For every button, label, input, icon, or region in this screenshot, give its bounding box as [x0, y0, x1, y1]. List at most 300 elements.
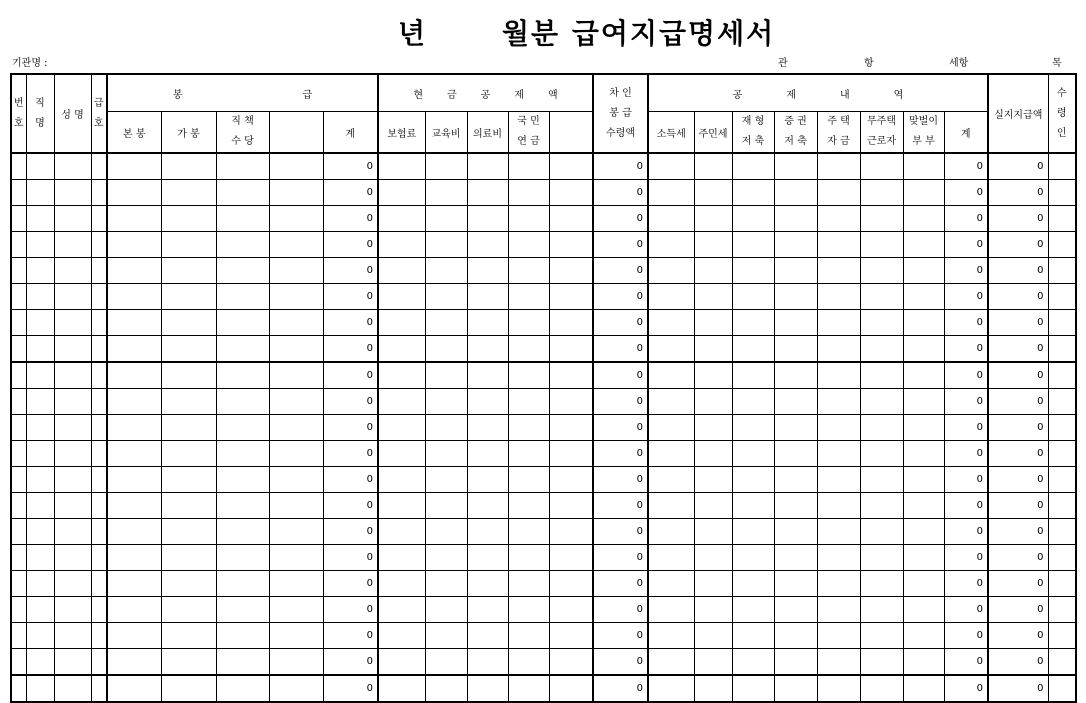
table-cell	[860, 519, 903, 545]
table-cell	[648, 441, 694, 467]
table-cell	[467, 284, 508, 310]
table-cell	[161, 519, 216, 545]
table-cell	[467, 493, 508, 519]
table-cell: 0	[593, 493, 648, 519]
table-cell	[161, 571, 216, 597]
table-cell	[694, 623, 732, 649]
table-cell: 0	[323, 571, 378, 597]
table-cell	[648, 467, 694, 493]
table-cell	[378, 467, 425, 493]
table-cell	[817, 571, 860, 597]
table-cell	[1048, 675, 1076, 702]
table-cell	[107, 232, 161, 258]
table-cell	[378, 310, 425, 336]
table-cell	[11, 493, 26, 519]
table-cell	[161, 258, 216, 284]
table-cell	[11, 597, 26, 623]
table-cell: 0	[323, 519, 378, 545]
table-cell: 0	[944, 153, 988, 180]
table-cell	[11, 389, 26, 415]
table-cell	[732, 441, 774, 467]
table-cell	[817, 389, 860, 415]
table-cell	[732, 415, 774, 441]
table-cell	[54, 310, 91, 336]
table-cell	[508, 362, 549, 389]
table-cell: 0	[944, 545, 988, 571]
table-row	[11, 441, 1076, 467]
table-cell	[508, 310, 549, 336]
table-cell	[467, 519, 508, 545]
table-cell	[508, 284, 549, 310]
table-cell	[860, 362, 903, 389]
table-cell: 0	[988, 258, 1048, 284]
table-cell	[26, 519, 54, 545]
header-silji: 실지지급액	[988, 74, 1048, 153]
table-cell	[508, 467, 549, 493]
table-cell	[732, 310, 774, 336]
table-cell	[467, 153, 508, 180]
table-cell	[774, 675, 817, 702]
table-cell	[508, 153, 549, 180]
table-cell	[91, 545, 107, 571]
table-row	[11, 545, 1076, 571]
table-cell	[694, 493, 732, 519]
table-cell	[161, 545, 216, 571]
table-cell	[549, 258, 593, 284]
table-cell	[269, 623, 323, 649]
table-cell	[1048, 153, 1076, 180]
table-cell	[732, 519, 774, 545]
table-cell	[903, 362, 944, 389]
table-cell: 0	[323, 232, 378, 258]
table-cell	[467, 232, 508, 258]
table-cell	[378, 623, 425, 649]
table-cell	[508, 180, 549, 206]
table-cell	[860, 310, 903, 336]
table-cell	[648, 415, 694, 441]
table-cell: 0	[944, 258, 988, 284]
table-cell: 0	[944, 519, 988, 545]
table-cell	[107, 441, 161, 467]
table-cell	[508, 336, 549, 363]
table-cell	[11, 258, 26, 284]
table-cell	[467, 467, 508, 493]
table-row	[11, 467, 1076, 493]
header-bonbong: 본 봉	[107, 112, 161, 154]
table-cell: 0	[944, 467, 988, 493]
table-cell	[732, 362, 774, 389]
table-cell	[694, 415, 732, 441]
table-cell	[903, 571, 944, 597]
table-cell	[1048, 441, 1076, 467]
table-cell	[774, 467, 817, 493]
table-cell: 0	[323, 441, 378, 467]
table-cell	[378, 675, 425, 702]
table-cell: 0	[988, 467, 1048, 493]
table-row	[11, 362, 1076, 389]
table-cell	[26, 284, 54, 310]
table-cell	[425, 389, 467, 415]
table-cell	[774, 571, 817, 597]
table-cell: 0	[593, 623, 648, 649]
table-cell	[1048, 310, 1076, 336]
table-cell	[11, 467, 26, 493]
table-cell	[817, 258, 860, 284]
table-cell	[817, 232, 860, 258]
table-cell	[378, 180, 425, 206]
table-cell	[378, 232, 425, 258]
table-cell	[26, 493, 54, 519]
header-suryeongin: 수 령 인	[1048, 74, 1076, 153]
table-cell	[694, 258, 732, 284]
table-cell	[216, 232, 269, 258]
table-row	[11, 415, 1076, 441]
table-cell	[161, 362, 216, 389]
table-cell	[508, 441, 549, 467]
table-cell: 0	[988, 310, 1048, 336]
mok-label: 목	[1052, 58, 1062, 69]
header-jikmyeong: 직 명	[26, 74, 54, 153]
table-cell	[216, 545, 269, 571]
table-cell	[161, 493, 216, 519]
table-cell	[11, 415, 26, 441]
table-cell	[26, 675, 54, 702]
table-cell: 0	[988, 389, 1048, 415]
table-cell: 0	[944, 415, 988, 441]
table-cell	[903, 597, 944, 623]
table-cell	[817, 415, 860, 441]
table-cell	[216, 258, 269, 284]
table-cell	[26, 258, 54, 284]
table-cell	[26, 415, 54, 441]
table-cell	[107, 493, 161, 519]
table-cell	[732, 493, 774, 519]
table-cell	[774, 258, 817, 284]
header-hyeongeum-blank	[549, 112, 593, 154]
table-cell	[467, 336, 508, 363]
table-cell	[425, 675, 467, 702]
table-cell	[694, 545, 732, 571]
table-cell	[1048, 571, 1076, 597]
table-cell	[732, 232, 774, 258]
table-cell	[161, 649, 216, 676]
table-cell	[161, 597, 216, 623]
table-cell: 0	[593, 597, 648, 623]
table-cell	[107, 545, 161, 571]
table-cell	[903, 336, 944, 363]
table-cell	[549, 571, 593, 597]
table-cell	[903, 623, 944, 649]
table-cell	[54, 258, 91, 284]
table-cell	[161, 336, 216, 363]
table-cell	[694, 389, 732, 415]
table-cell	[54, 153, 91, 180]
table-cell	[508, 675, 549, 702]
table-cell: 0	[988, 336, 1048, 363]
table-cell	[54, 467, 91, 493]
table-cell	[903, 441, 944, 467]
table-cell	[774, 310, 817, 336]
table-cell	[860, 649, 903, 676]
table-cell	[694, 519, 732, 545]
table-cell	[91, 232, 107, 258]
table-cell: 0	[988, 180, 1048, 206]
table-cell	[91, 519, 107, 545]
table-cell: 0	[944, 597, 988, 623]
table-cell	[732, 545, 774, 571]
header-jutaek: 주 택 자 금	[817, 112, 860, 154]
table-cell	[91, 180, 107, 206]
table-cell: 0	[593, 206, 648, 232]
table-cell	[378, 206, 425, 232]
table-row	[11, 493, 1076, 519]
table-cell	[903, 206, 944, 232]
table-cell: 0	[988, 623, 1048, 649]
table-cell	[216, 493, 269, 519]
table-cell	[549, 415, 593, 441]
table-cell	[817, 180, 860, 206]
table-cell: 0	[323, 180, 378, 206]
table-cell	[1048, 545, 1076, 571]
table-cell	[425, 206, 467, 232]
table-cell	[549, 623, 593, 649]
table-cell	[425, 493, 467, 519]
table-cell	[648, 310, 694, 336]
table-cell: 0	[944, 232, 988, 258]
table-cell	[1048, 493, 1076, 519]
table-cell: 0	[593, 389, 648, 415]
table-cell	[817, 284, 860, 310]
table-cell	[860, 284, 903, 310]
table-cell	[54, 545, 91, 571]
table-cell	[216, 180, 269, 206]
table-row	[11, 232, 1076, 258]
table-cell	[549, 362, 593, 389]
table-cell	[216, 284, 269, 310]
table-cell	[26, 389, 54, 415]
table-cell	[161, 623, 216, 649]
table-cell	[549, 675, 593, 702]
table-cell	[549, 519, 593, 545]
table-cell	[1048, 519, 1076, 545]
table-cell	[54, 284, 91, 310]
table-cell	[817, 623, 860, 649]
table-cell	[467, 597, 508, 623]
table-cell	[378, 389, 425, 415]
table-cell	[774, 623, 817, 649]
table-cell	[161, 284, 216, 310]
table-cell	[54, 180, 91, 206]
table-cell: 0	[988, 441, 1048, 467]
table-cell	[107, 180, 161, 206]
table-cell	[425, 623, 467, 649]
table-cell	[467, 362, 508, 389]
table-cell: 0	[944, 571, 988, 597]
table-cell	[54, 389, 91, 415]
header-bohumryo: 보험료	[378, 112, 425, 154]
table-cell	[425, 519, 467, 545]
table-cell	[425, 415, 467, 441]
table-cell	[860, 389, 903, 415]
table-cell	[774, 232, 817, 258]
table-cell	[1048, 258, 1076, 284]
table-cell	[269, 284, 323, 310]
table-cell	[91, 623, 107, 649]
table-cell	[648, 180, 694, 206]
table-cell	[26, 310, 54, 336]
table-cell	[91, 571, 107, 597]
table-cell	[774, 545, 817, 571]
table-cell	[508, 258, 549, 284]
table-cell	[694, 597, 732, 623]
table-cell	[549, 310, 593, 336]
table-cell	[216, 571, 269, 597]
table-cell	[91, 153, 107, 180]
table-cell: 0	[323, 284, 378, 310]
table-cell	[860, 180, 903, 206]
table-cell	[54, 441, 91, 467]
table-cell	[648, 258, 694, 284]
table-cell	[648, 571, 694, 597]
table-cell	[648, 389, 694, 415]
table-cell	[903, 284, 944, 310]
table-cell	[774, 415, 817, 441]
table-cell	[903, 415, 944, 441]
table-cell	[107, 571, 161, 597]
table-cell	[467, 310, 508, 336]
table-cell	[694, 362, 732, 389]
table-cell	[1048, 623, 1076, 649]
header-gongje-gye: 계	[944, 112, 988, 154]
table-cell	[26, 623, 54, 649]
table-cell	[467, 571, 508, 597]
table-cell	[648, 675, 694, 702]
table-cell	[378, 258, 425, 284]
table-cell	[732, 258, 774, 284]
table-cell: 0	[944, 180, 988, 206]
table-cell	[467, 545, 508, 571]
table-cell	[91, 362, 107, 389]
table-cell	[694, 467, 732, 493]
table-cell	[11, 206, 26, 232]
table-cell	[425, 180, 467, 206]
table-cell: 0	[988, 206, 1048, 232]
table-cell	[269, 206, 323, 232]
table-cell	[860, 545, 903, 571]
table-cell	[107, 284, 161, 310]
table-cell	[508, 519, 549, 545]
table-cell	[648, 232, 694, 258]
table-cell: 0	[944, 675, 988, 702]
table-cell	[91, 258, 107, 284]
table-cell	[54, 493, 91, 519]
table-cell	[1048, 389, 1076, 415]
table-cell	[107, 336, 161, 363]
table-cell	[732, 649, 774, 676]
table-cell	[269, 336, 323, 363]
table-cell	[732, 623, 774, 649]
table-cell	[269, 649, 323, 676]
header-bonggeup: 봉 급	[107, 74, 378, 112]
table-cell	[26, 362, 54, 389]
table-cell	[107, 362, 161, 389]
table-cell	[732, 206, 774, 232]
table-cell	[774, 284, 817, 310]
table-cell: 0	[323, 389, 378, 415]
table-cell	[1048, 206, 1076, 232]
table-cell	[467, 258, 508, 284]
table-cell	[26, 180, 54, 206]
table-cell	[732, 336, 774, 363]
sehang-label: 세항	[949, 58, 969, 69]
table-cell	[549, 649, 593, 676]
table-cell	[732, 153, 774, 180]
table-cell	[508, 571, 549, 597]
table-cell	[467, 415, 508, 441]
table-cell	[774, 597, 817, 623]
table-cell	[425, 336, 467, 363]
table-cell	[732, 675, 774, 702]
table-cell	[549, 284, 593, 310]
table-cell: 0	[323, 467, 378, 493]
table-cell	[508, 597, 549, 623]
table-cell	[269, 415, 323, 441]
table-cell	[774, 336, 817, 363]
table-cell	[11, 336, 26, 363]
table-cell	[11, 675, 26, 702]
table-row	[11, 284, 1076, 310]
table-cell	[648, 649, 694, 676]
table-cell	[903, 649, 944, 676]
table-cell: 0	[323, 362, 378, 389]
table-cell: 0	[988, 545, 1048, 571]
table-cell	[11, 284, 26, 310]
table-cell	[648, 623, 694, 649]
table-cell: 0	[944, 649, 988, 676]
table-cell: 0	[988, 232, 1048, 258]
table-cell	[91, 389, 107, 415]
table-row	[11, 597, 1076, 623]
table-cell: 0	[944, 441, 988, 467]
table-cell: 0	[988, 362, 1048, 389]
table-cell	[216, 153, 269, 180]
table-cell	[378, 571, 425, 597]
table-cell	[549, 545, 593, 571]
table-cell	[107, 519, 161, 545]
table-cell	[648, 336, 694, 363]
table-cell	[11, 362, 26, 389]
header-gongje: 공 제 내 역	[648, 74, 988, 112]
table-cell	[508, 493, 549, 519]
table-cell	[508, 232, 549, 258]
table-row	[11, 519, 1076, 545]
table-cell	[161, 232, 216, 258]
table-cell	[269, 545, 323, 571]
table-cell	[107, 310, 161, 336]
table-cell	[54, 206, 91, 232]
table-cell	[774, 649, 817, 676]
table-cell	[549, 467, 593, 493]
table-cell	[269, 441, 323, 467]
gwan-label: 관	[778, 58, 788, 69]
header-geuphobong: 급 호	[91, 74, 107, 153]
table-cell	[508, 206, 549, 232]
table-cell	[11, 571, 26, 597]
table-cell: 0	[593, 258, 648, 284]
table-cell	[860, 467, 903, 493]
table-cell	[549, 441, 593, 467]
table-cell	[467, 389, 508, 415]
